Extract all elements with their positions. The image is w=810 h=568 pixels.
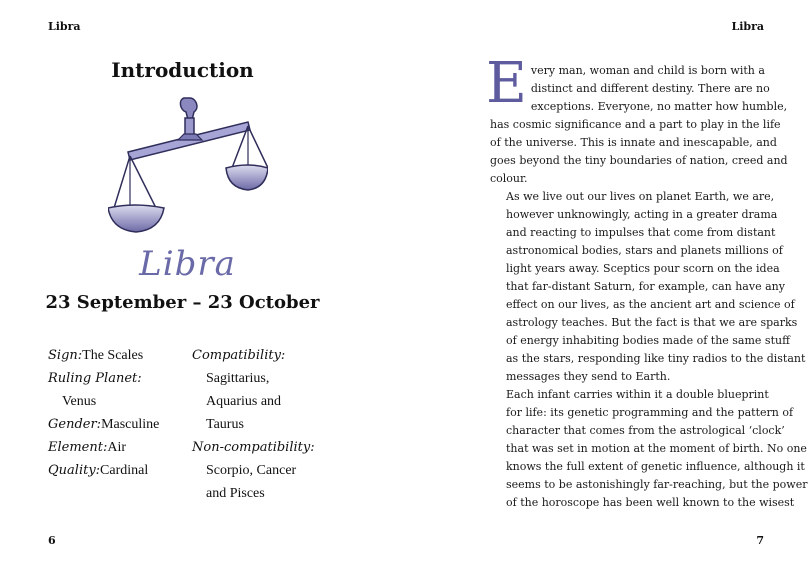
ruling-planet-value: Venus xyxy=(62,394,97,409)
quality-value: Cardinal xyxy=(100,463,149,478)
quality-row xyxy=(48,459,198,482)
text-line: seems to be astonishingly far-reaching, but the power xyxy=(506,478,808,491)
element-value: Air xyxy=(107,440,127,455)
text-line: for life: its genetic programming and the pattern of xyxy=(506,406,794,419)
quality-label: Quality: xyxy=(48,463,101,478)
text-line: As we live out our lives on planet Earth, we are, xyxy=(506,190,775,203)
non-compatibility-line: Scorpio, Cancer xyxy=(206,463,297,478)
non-compatibility-label: Non-compatibility: xyxy=(192,440,315,455)
page-number-right: 7 xyxy=(756,534,764,547)
text-line: that far-distant Saturn, for example, can have any xyxy=(506,280,785,293)
date-range: 23 September – 23 October xyxy=(45,292,320,313)
paragraph-2 xyxy=(490,188,806,386)
text-line: and reacting to impulses that come from distant xyxy=(506,226,776,239)
text-line: Each infant carries within it a double blueprint xyxy=(506,388,769,401)
facts-right-column xyxy=(192,344,342,505)
sign-label: Sign: xyxy=(48,348,83,363)
text-line: of the universe. This is innate and inescapable, and xyxy=(490,136,777,149)
sign-value: The Scales xyxy=(82,348,144,363)
facts-left-column xyxy=(48,344,198,482)
sign-name: Libra xyxy=(139,244,236,284)
paragraph-1 xyxy=(486,51,788,188)
compatibility-label: Compatibility: xyxy=(192,348,286,363)
compatibility-line: Aquarius and xyxy=(206,394,282,409)
non-compatibility-line: and Pisces xyxy=(206,486,265,501)
text-line: messages they send to Earth. xyxy=(506,370,671,383)
text-line: astronomical bodies, stars and planets millions of xyxy=(506,244,783,257)
text-line: light years away. Sceptics pour scorn on the idea xyxy=(506,262,780,275)
text-line: colour. xyxy=(490,172,528,185)
text-line: of the horoscope has been well known to the wisest xyxy=(506,496,795,509)
text-line: as the stars, responding like tiny radios to the distant xyxy=(506,352,806,365)
page-number-left: 6 xyxy=(48,534,56,547)
ruling-planet-label: Ruling Planet: xyxy=(48,371,142,386)
text-line: knows the full extent of genetic influence, although it xyxy=(506,460,805,473)
text-line: of energy inhabiting bodies made of the same stuff xyxy=(506,334,790,347)
text-line: very man, woman and child is born with a xyxy=(530,64,765,77)
sign-row xyxy=(48,344,198,367)
text-line: however unknowingly, acting in a greater drama xyxy=(506,208,778,221)
text-line: has cosmic significance and a part to play in the life xyxy=(490,118,781,131)
page-title: Introduction xyxy=(111,58,254,82)
text-line: character that comes from the astrological ‘clock’ xyxy=(506,424,785,437)
gender-label: Gender: xyxy=(48,417,102,432)
gender-value: Masculine xyxy=(101,417,160,432)
element-label: Element: xyxy=(48,440,108,455)
right-page xyxy=(405,0,810,568)
paragraph-3 xyxy=(490,386,808,512)
text-line: exceptions. Everyone, no matter how humble, xyxy=(530,100,788,113)
text-line: distinct and different destiny. There are no xyxy=(530,82,770,95)
text-line: effect on our lives, as the ancient art and science of xyxy=(506,298,795,311)
scales-illustration xyxy=(108,90,268,250)
gender-row xyxy=(48,413,198,436)
element-row xyxy=(48,436,198,459)
running-head-left: Libra xyxy=(48,20,81,33)
body-text xyxy=(486,51,808,512)
compatibility-line: Sagittarius, xyxy=(206,371,270,386)
compatibility-line: Taurus xyxy=(206,417,244,432)
text-line: astrology teaches. But the fact is that we are sparks xyxy=(506,316,798,329)
text-line: goes beyond the tiny boundaries of nation, creed and xyxy=(490,154,788,167)
drop-cap: E xyxy=(486,51,527,116)
running-head-right: Libra xyxy=(731,20,764,33)
text-line: that was set in motion at the moment of birth. No one xyxy=(506,442,807,455)
